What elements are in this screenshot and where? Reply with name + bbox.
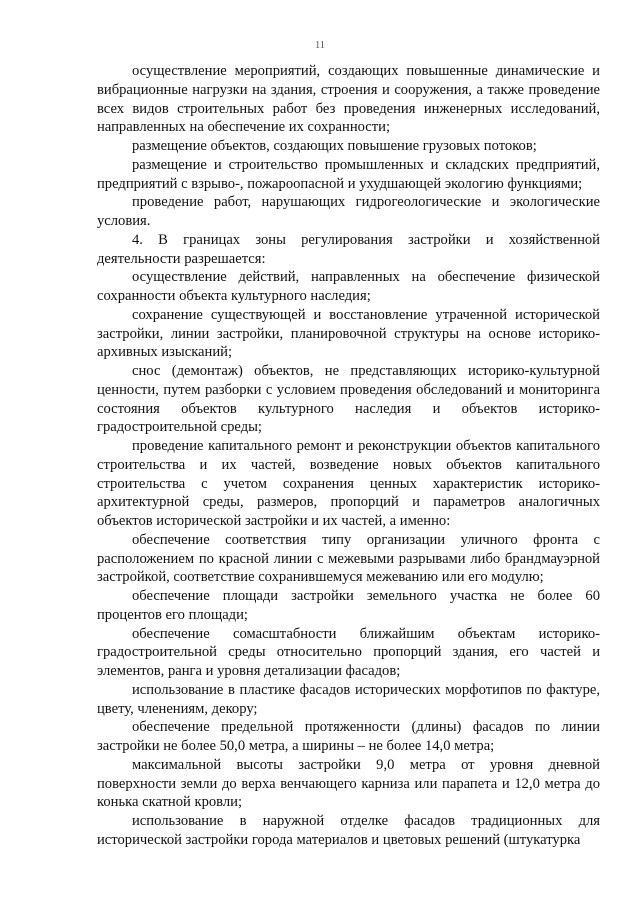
paragraph: сохранение существующей и восстановление утраченной исторической застройки, линии застройки, планировочной структуры на основе историко-архивных изысканий; (97, 306, 600, 361)
paragraph: 4. В границах зоны регулирования застройки и хозяйственной деятельности разрешается: (97, 231, 600, 267)
paragraph: осуществление действий, направленных на обеспечение физической сохранности объекта культурного наследия; (97, 269, 600, 304)
document-body (97, 62, 600, 850)
paragraph: снос (демонтаж) объектов, не представляющих историко-культурной ценности, путем разборки с условием проведения обследований и мониторинга состояния объектов культурного наследия и объектов историко-градостроительной среды; (97, 363, 600, 436)
paragraph: обеспечение соответствия типу организации уличного фронта с расположением по красной линии с межевыми разрывами либо брандмауэрной застройкой, соответствие сохранившемуся межеванию или его модулю; (97, 531, 600, 586)
page-number: 11 (314, 40, 326, 51)
paragraph: использование в наружной отделке фасадов традиционных для исторической застройки города материалов и цветовых решений (штукатурка (97, 813, 600, 848)
paragraph: осуществление мероприятий, создающих повышенные динамические и вибрационные нагрузки на здания, строения и сооружения, а также проведение всех видов строительных работ без проведения инженерных исследований, направленных на обеспечение их сохранности; (97, 63, 600, 136)
paragraph: обеспечение предельной протяженности (длины) фасадов по линии застройки не более 50,0 метра, а ширины – не более 14,0 метра; (97, 719, 600, 754)
paragraph: проведение работ, нарушающих гидрогеологические и экологические условия. (97, 194, 600, 229)
paragraph: размещение и строительство промышленных и складских предприятий, предприятий с взрыво-, пожароопасной и ухудшающей экологию функциями; (97, 156, 600, 192)
paragraph: максимальной высоты застройки 9,0 метра от уровня дневной поверхности земли до верха венчающего карниза или парапета и 12,0 метра до конька скатной кровли; (97, 756, 600, 811)
paragraph: обеспечение сомасштабности ближайшим объектам историко-градостроительной среды относительно пропорций здания, его частей и элементов, ранга и уровня детализации фасадов; (97, 625, 600, 679)
paragraph: проведение капитального ремонт и реконструкции объектов капитального строительства и их частей, возведение новых объектов капитального строительства с учетом сохранения ценных характеристик историко-архитектурной среды, размеров, пропорций и параметров аналогичных объектов исторической застройки и их частей, а именно: (97, 438, 600, 529)
paragraph: использование в пластике фасадов исторических морфотипов по фактуре, цвету, членениям, декору; (97, 681, 600, 717)
paragraph: размещение объектов, создающих повышение грузовых потоков; (132, 138, 537, 154)
paragraph: обеспечение площади застройки земельного участка не более 60 процентов его площади; (97, 588, 600, 623)
